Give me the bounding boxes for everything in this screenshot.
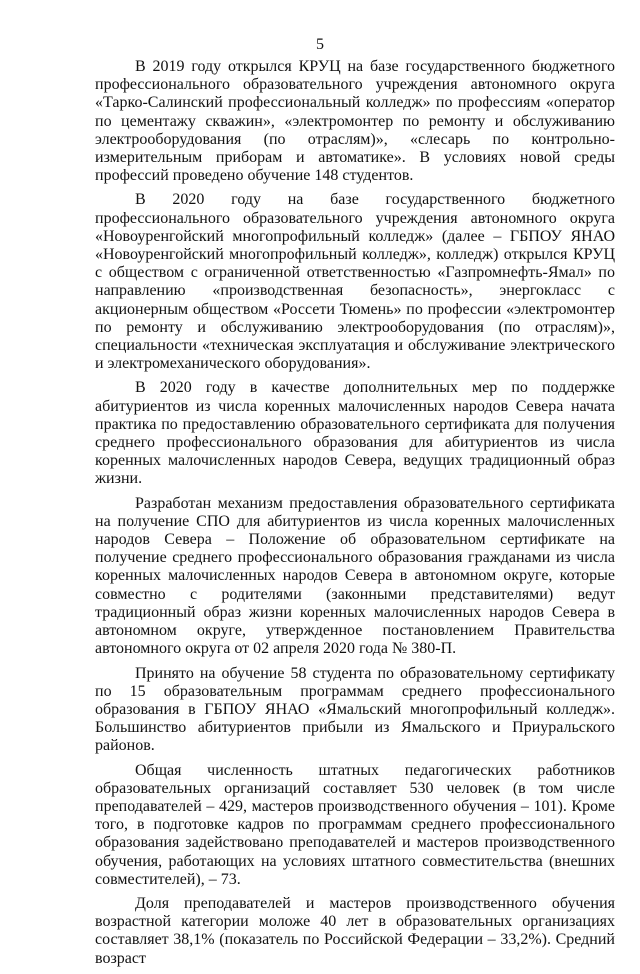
- paragraph-students-enrolled: Принято на обучение 58 студента по образовательному сертификату по 15 образовательным программам среднего профессионального образования в ГБПОУ ЯНАО «Ямальский многопрофильный колледж». Большинство абитуриентов прибыли из Ямальского и Приуральского районов.: [95, 664, 615, 755]
- page-number: 5: [316, 36, 324, 53]
- paragraph-certificate-mechanism: Разработан механизм предоставления образовательного сертификата на получение СПО для абитуриентов из числа коренных малочисленных народов Севера – Положение об образовательном сертификате на получение среднего профессионального образования гражданами из числа коренных малочисленных народов Севера в автономном округе, которые совместно с родителями (законными представителями) ведут традиционный образ жизни коренных малочисленных народов Севера в автономном округе, утвержденное постановлением Правительства автономного округа от 02 апреля 2020 года № 380-П.: [95, 494, 615, 658]
- paragraph-staff-age: Доля преподавателей и мастеров производственного обучения возрастной категории моложе 40 лет в образовательных организациях составляет 38,1% (показатель по Российской Федерации – 33,2%). Средний возраст: [95, 894, 615, 967]
- paragraph-kruc-2020: В 2020 году на базе государственного бюджетного профессионального образовательного учреждения автономного округа «Новоуренгойский многопрофильный колледж» (далее – ГБПОУ ЯНАО «Новоуренгойский многопрофильный колледж», колледж) открылся КРУЦ с обществом с ограниченной ответственностью «Газпромнефть-Ямал» по направлению «производственная безопасность», энергокласс с акционерным обществом «Россети Тюмень» по профессии «электромонтер по ремонту и обслуживанию электрооборудования (по отраслям)», специальности «техническая эксплуатация и обслуживание электрического и электромеханического оборудования».: [95, 191, 615, 373]
- paragraph-certificate-practice: В 2020 году в качестве дополнительных мер по поддержке абитуриентов из числа коренных малочисленных народов Севера начата практика по предоставлению образовательного сертификата для получения среднего профессионального образования для абитуриентов из числа коренных малочисленных народов Севера, ведущих традиционный образ жизни.: [95, 379, 615, 488]
- document-body: [95, 58, 615, 974]
- paragraph-kruc-2019: В 2019 году открылся КРУЦ на базе государственного бюджетного профессионального образовательного учреждения автономного округа «Тарко-Салинский профессиональный колледж» по профессиям «оператор по цементажу скважин», «электромонтер по ремонту и обслуживанию электрооборудования (по отраслям)», «слесарь по контрольно-измерительным приборам и автоматике». В условиях новой среды профессий проведено обучение 148 студентов.: [95, 58, 615, 185]
- paragraph-staff-count: Общая численность штатных педагогических работников образовательных организаций составляет 530 человек (в том числе преподавателей – 429, мастеров производственного обучения – 101). Кроме того, в подготовке кадров по программам среднего профессионального образования задействовано преподавателей и мастеров производственного обучения, работающих на условиях штатного совместительства (внешних совместителей), – 73.: [95, 761, 615, 888]
